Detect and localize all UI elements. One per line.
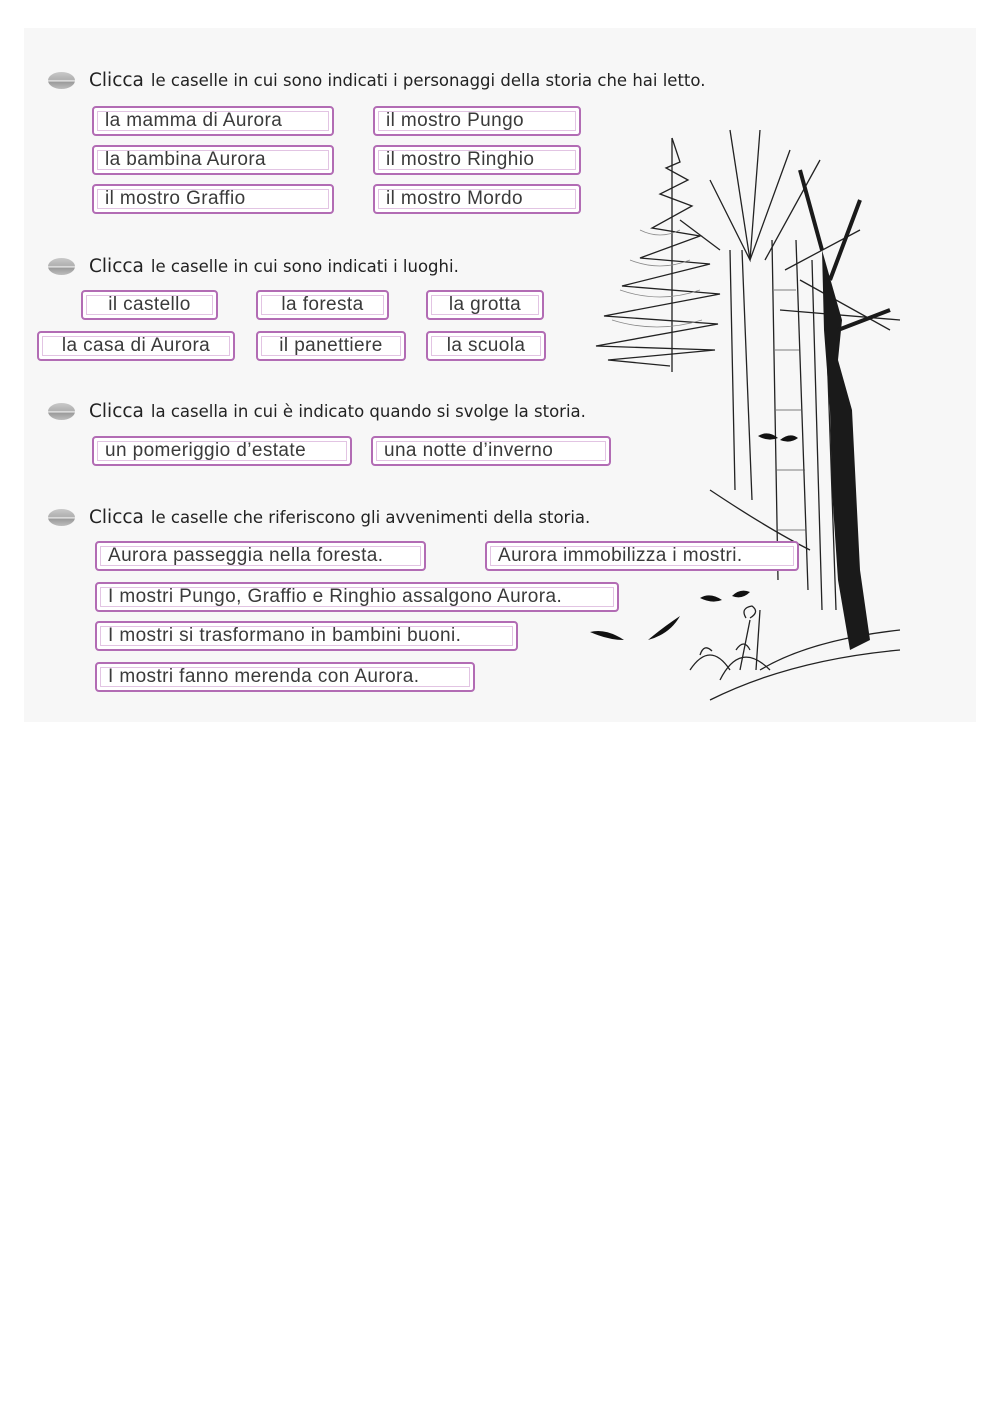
question-verb: Clicca	[89, 507, 144, 528]
pine-tree	[596, 138, 720, 366]
option-box[interactable]: il mostro Mordo	[373, 184, 581, 214]
option-box[interactable]: I mostri fanno merenda con Aurora.	[95, 662, 475, 692]
option-box[interactable]: un pomeriggio d’estate	[92, 436, 352, 466]
option-box[interactable]: una notte d’inverno	[371, 436, 611, 466]
option-box[interactable]: Aurora passeggia nella foresta.	[95, 541, 426, 571]
option-box[interactable]: la bambina Aurora	[92, 145, 334, 175]
flowers	[690, 606, 770, 680]
option-box[interactable]: il castello	[81, 290, 218, 320]
question-1	[48, 70, 705, 91]
monster-eyes	[590, 433, 798, 640]
option-box[interactable]: I mostri Pungo, Graffio e Ringhio assalgono Aurora.	[95, 582, 619, 612]
question-text: la casella in cui è indicato quando si svolge la storia.	[150, 402, 586, 421]
question-verb: Clicca	[89, 70, 144, 91]
option-box[interactable]: il mostro Pungo	[373, 106, 581, 136]
dark-trunk	[822, 250, 870, 650]
option-box[interactable]: la scuola	[426, 331, 546, 361]
question-2	[48, 256, 459, 277]
question-4	[48, 507, 590, 528]
question-text: le caselle che riferiscono gli avvenimenti della storia.	[150, 508, 591, 527]
question-3	[48, 401, 586, 422]
bullet-icon	[48, 72, 75, 89]
option-box[interactable]: I mostri si trasformano in bambini buoni.	[95, 621, 518, 651]
bullet-icon	[48, 403, 75, 420]
question-text: le caselle in cui sono indicati i personaggi della storia che hai letto.	[150, 71, 706, 90]
bullet-icon	[48, 509, 75, 526]
option-box[interactable]: il mostro Graffio	[92, 184, 334, 214]
question-verb: Clicca	[89, 401, 144, 422]
option-box[interactable]: Aurora immobilizza i mostri.	[485, 541, 799, 571]
option-box[interactable]: il mostro Ringhio	[373, 145, 581, 175]
question-text: le caselle in cui sono indicati i luoghi.	[150, 257, 459, 276]
bullet-icon	[48, 258, 75, 275]
option-box[interactable]: la grotta	[426, 290, 544, 320]
option-box[interactable]: il panettiere	[256, 331, 406, 361]
option-box[interactable]: la foresta	[256, 290, 389, 320]
forest-illustration	[560, 110, 905, 710]
option-box[interactable]: la casa di Aurora	[37, 331, 235, 361]
bare-branches	[680, 130, 900, 330]
birch-trunk	[772, 240, 808, 590]
option-box[interactable]: la mamma di Aurora	[92, 106, 334, 136]
question-verb: Clicca	[89, 256, 144, 277]
